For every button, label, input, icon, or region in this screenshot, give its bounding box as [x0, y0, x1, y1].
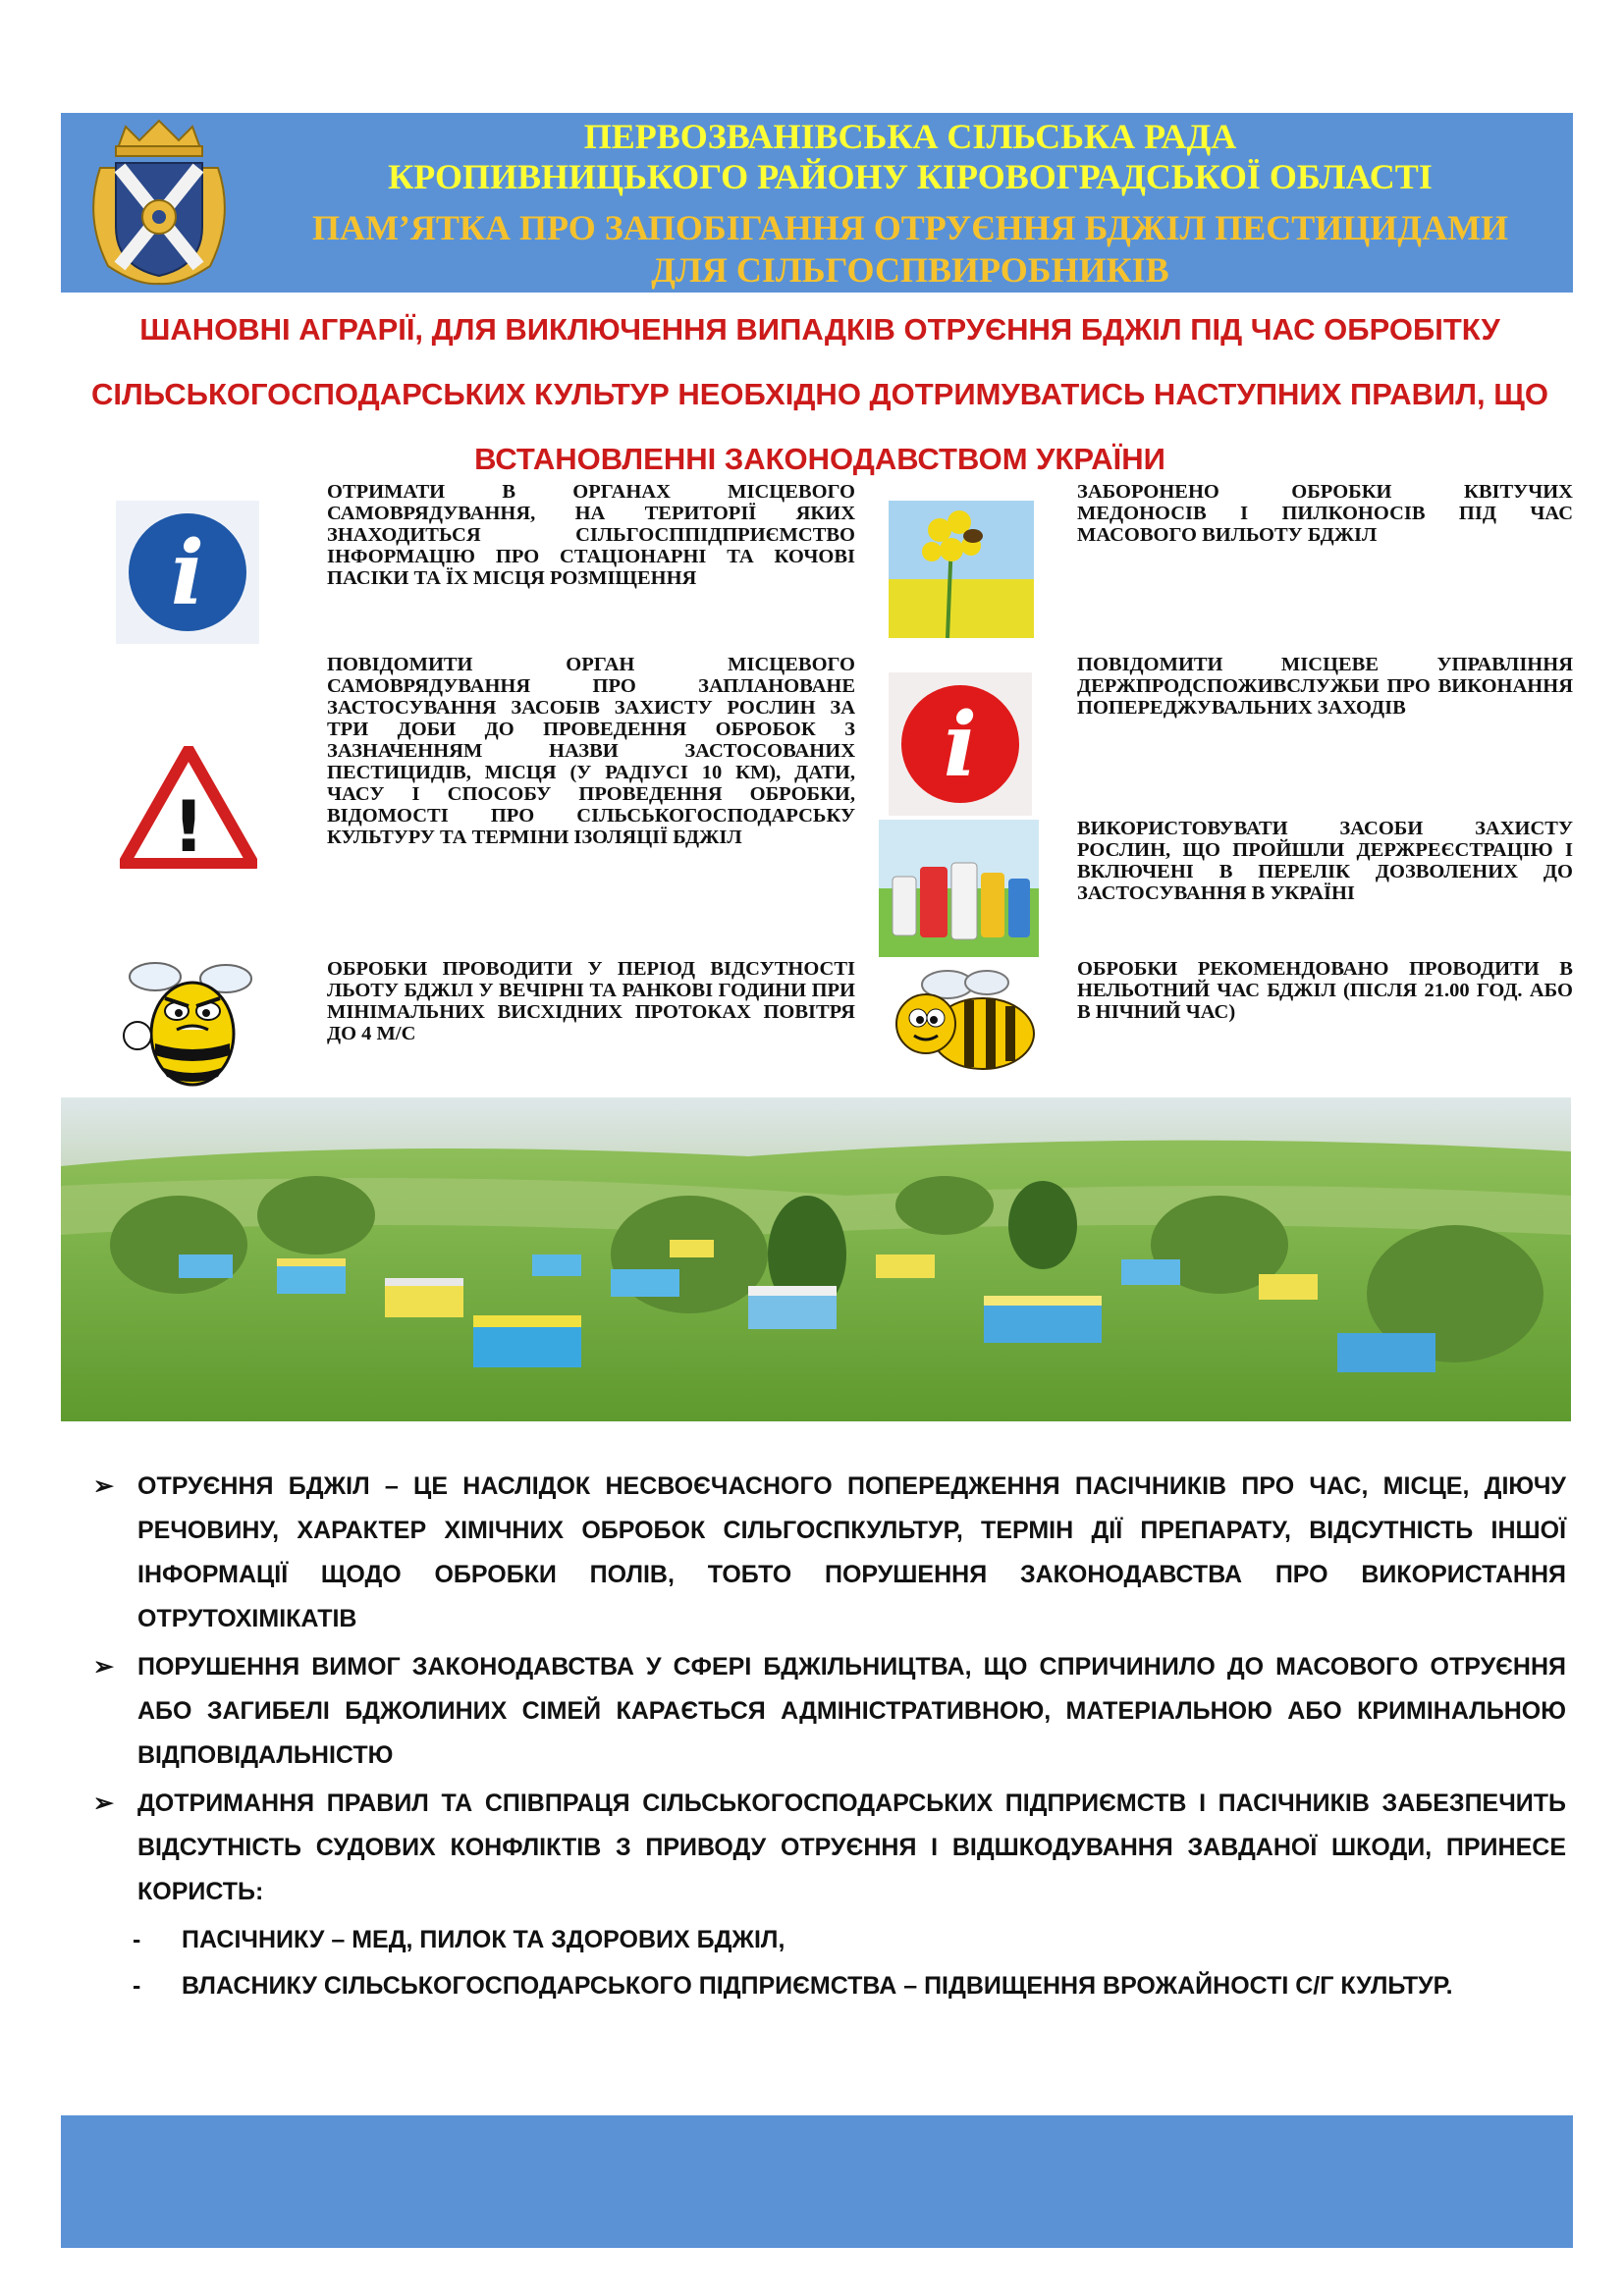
- arrow-bullet-icon: ➢: [93, 1472, 114, 1500]
- header-banner: [61, 113, 1573, 293]
- coat-of-arms-icon: [79, 119, 241, 288]
- bullet-item-1: ➢ ОТРУЄННЯ БДЖІЛ – ЦЕ НАСЛІДОК НЕСВОЄЧАСНОГО ПОПЕРЕДЖЕННЯ ПАСІЧНИКІВ ПРО ЧАС, МІСЦЕ, ДІЮЧУ РЕЧОВИНУ, ХАРАКТЕР ХІМІЧНИХ ОБРОБОК СІЛЬГОСПКУЛЬТУР, ТЕРМІН ДІЇ ПРЕПАРАТУ, ВІДСУТНІСТЬ ІНШОЇ ІНФОРМАЦІЇ ЩОДО ОБРОБКИ ПОЛІВ, ТОБТО ПОРУШЕННЯ ЗАКОНОДАВСТВА ПРО ВИКОРИСТАННЯ ОТРУТОХІМІКАТІВ: [93, 1465, 1566, 1641]
- rule-left-2: ПОВІДОМИТИ ОРГАН МІСЦЕВОГО САМОВРЯДУВАННЯ ПРО ЗАПЛАНОВАНЕ ЗАСТОСУВАННЯ ЗАСОБІВ ЗАХИСТУ РОСЛИН ЗА ТРИ ДОБИ ДО ПРОВЕДЕННЯ ОБРОБОК З ЗАЗНАЧЕННЯМ НАЗВИ ЗАСТОСОВАНИХ ПЕСТИЦИДІВ, МІСЦЯ (У РАДІУСІ 10 КМ), ДАТИ, ЧАСУ І СПОСОБУ ПРОВЕДЕННЯ ОБРОБКИ, ВІДОМОСТІ ПРО СІЛЬСЬКОГОСПОДАРСЬКУ КУЛЬТУРУ ТА ТЕРМІНИ ІЗОЛЯЦІЇ БДЖІЛ: [327, 654, 855, 848]
- dash-bullet: -: [133, 1926, 141, 1953]
- rule-left-3: ОБРОБКИ ПРОВОДИТИ У ПЕРІОД ВІДСУТНОСТІ ЛЬОТУ БДЖІЛ У ВЕЧІРНІ ТА РАНКОВІ ГОДИНИ ПРИ МІНІМАЛЬНИХ ВИСХІДНИХ ПРОТОКАХ ПОВІТРЯ ДО 4 М/С: [327, 958, 855, 1044]
- footer-banner: [61, 2115, 1573, 2248]
- rule-right-3: ВИКОРИСТОВУВАТИ ЗАСОБИ ЗАХИСТУ РОСЛИН, ЩО ПРОЙШЛИ ДЕРЖРЕЄСТРАЦІЮ І ВКЛЮЧЕНІ В ПЕРЕЛІК ДОЗВОЛЕНИХ ДО ЗАСТОСУВАННЯ В УКРАЇНІ: [1077, 818, 1573, 904]
- svg-text:i: i: [170, 521, 205, 625]
- header-line-4: ДЛЯ СІЛЬГОСПВИРОБНИКІВ: [651, 250, 1169, 290]
- warning-triangle-icon: [120, 746, 257, 869]
- info-red-icon: [889, 672, 1032, 816]
- intro-text: ШАНОВНІ АГРАРІЇ, ДЛЯ ВИКЛЮЧЕННЯ ВИПАДКІВ ОТРУЄННЯ БДЖІЛ ПІД ЧАС ОБРОБІТКУ СІЛЬСЬКОГОСПОДАРСЬКИХ КУЛЬТУР НЕОБХІДНО ДОТРИМУВАТИСЬ НАСТУПНИХ ПРАВИЛ, ЩО ВСТАНОВЛЕННІ ЗАКОНОДАВСТВОМ УКРАЇНИ: [91, 312, 1548, 476]
- cartoon-bee-icon: [889, 967, 1041, 1080]
- header-line-1: ПЕРВОЗВАНІВСЬКА СІЛЬСЬКА РАДА: [583, 117, 1237, 156]
- sub-bullet-item-2: - ВЛАСНИКУ СІЛЬСЬКОГОСПОДАРСЬКОГО ПІДПРИЄМСТВА – ПІДВИЩЕННЯ ВРОЖАЙНОСТІ С/Г КУЛЬТУР.: [93, 1964, 1566, 2008]
- arrow-bullet-icon: ➢: [93, 1653, 114, 1681]
- rapeseed-flower-bee-icon: [889, 501, 1034, 638]
- pesticide-bottles-icon: [879, 820, 1039, 957]
- rule-right-4: ОБРОБКИ РЕКОМЕНДОВАНО ПРОВОДИТИ В НЕЛЬОТНИЙ ЧАС БДЖІЛ (ПІСЛЯ 21.00 ГОД. АБО В НІЧНИЙ ЧАС): [1077, 958, 1573, 1023]
- arrow-bullet-icon: ➢: [93, 1789, 114, 1817]
- rule-left-1: ОТРИМАТИ В ОРГАНАХ МІСЦЕВОГО САМОВРЯДУВАННЯ, НА ТЕРИТОРІЇ ЯКИХ ЗНАХОДИТЬСЯ СІЛЬГОСППІДПРИЄМСТВО ІНФОРМАЦІЮ ПРО СТАЦІОНАРНІ ТА КОЧОВІ ПАСІКИ ТА ЇХ МІСЦЯ РОЗМІЩЕННЯ: [327, 481, 855, 589]
- header-line-3: ПАМ’ЯТКА ПРО ЗАПОБІГАННЯ ОТРУЄННЯ БДЖІЛ ПЕСТИЦИДАМИ: [311, 208, 1509, 247]
- bullet-item-2: ➢ ПОРУШЕННЯ ВИМОГ ЗАКОНОДАВСТВА У СФЕРІ БДЖІЛЬНИЦТВА, ЩО СПРИЧИНИЛО ДО МАСОВОГО ОТРУЄННЯ АБО ЗАГИБЕЛІ БДЖОЛИНИХ СІМЕЙ КАРАЄТЬСЯ АДМІНІСТРАТИВНОЮ, МАТЕРІАЛЬНОЮ АБО КРИМІНАЛЬНОЮ ВІДПОВІДАЛЬНІСТЮ: [93, 1645, 1566, 1778]
- header-line-2: КРОПИВНИЦЬКОГО РАЙОНУ КІРОВОГРАДСЬКОЇ ОБЛАСТІ: [388, 157, 1433, 196]
- bullet-item-3: ➢ ДОТРИМАННЯ ПРАВИЛ ТА СПІВПРАЦЯ СІЛЬСЬКОГОСПОДАРСЬКИХ ПІДПРИЄМСТВ І ПАСІЧНИКІВ ЗАБЕЗПЕЧИТЬ ВІДСУТНІСТЬ СУДОВИХ КОНФЛІКТІВ З ПРИВОДУ ОТРУЄННЯ І ВІДШКОДУВАННЯ ЗАВДАНОЇ ШКОДИ, ПРИНЕСЕ КОРИСТЬ:: [93, 1782, 1566, 1914]
- rule-right-2: ПОВІДОМИТИ МІСЦЕВЕ УПРАВЛІННЯ ДЕРЖПРОДСПОЖИВСЛУЖБИ ПРО ВИКОНАННЯ ПОПЕРЕДЖУВАЛЬНИХ ЗАХОДІВ: [1077, 654, 1573, 719]
- apiary-field-photo: [61, 1097, 1571, 1421]
- angry-bee-icon: [116, 957, 263, 1095]
- bullet-list: [93, 1465, 1566, 2010]
- info-blue-icon: [116, 501, 259, 644]
- svg-text:i: i: [943, 693, 978, 797]
- rule-right-1: ЗАБОРОНЕНО ОБРОБКИ КВІТУЧИХ МЕДОНОСІВ І ПИЛКОНОСІВ ПІД ЧАС МАСОВОГО ВИЛЬОТУ БДЖІЛ: [1077, 481, 1573, 546]
- svg-text:!: !: [172, 785, 205, 868]
- dash-bullet: -: [133, 1972, 141, 2000]
- sub-bullet-item-1: - ПАСІЧНИКУ – МЕД, ПИЛОК ТА ЗДОРОВИХ БДЖІЛ,: [93, 1918, 1566, 1962]
